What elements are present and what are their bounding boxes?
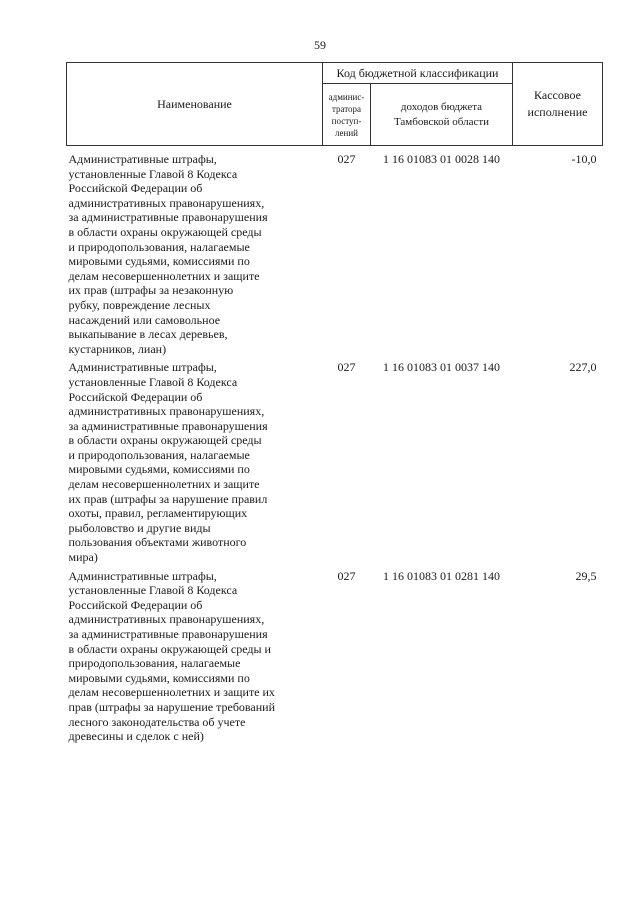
- row-income-code: 1 16 01083 01 0037 140: [383, 360, 500, 375]
- header-admin-code: админис- тратора поступ- лений: [323, 84, 371, 146]
- header-name: Наименование: [67, 63, 323, 146]
- row-income-code: 1 16 01083 01 0028 140: [383, 152, 500, 166]
- row-income-code: 1 16 01083 01 0281 140: [383, 568, 500, 583]
- table-row: [67, 569, 603, 748]
- header-cash-execution: Кассовое исполнение: [513, 63, 603, 146]
- table-row: [67, 146, 603, 361]
- header-classification-group: Код бюджетной классификации: [323, 63, 513, 84]
- page-number: 59: [314, 38, 326, 52]
- table-header: [67, 63, 603, 146]
- budget-table: [66, 62, 603, 748]
- row-name: Административные штрафы, установленные Главой 8 Кодекса Российской Федерации об административных правонарушениях, за административные правонарушения в области охраны окружающей среды и природопользования, налагаемые мировыми судьями, комиссиями по делам несовершеннолетних и защите их прав (штрафы за незаконную рубку, повреждение лесных насаждений или самовольное выкапывание в лесах деревьев, кустарников, лиан): [68, 152, 268, 356]
- row-admin-code: 027: [337, 360, 356, 375]
- row-amount: -10,0: [571, 152, 597, 166]
- header-income-code: доходов бюджета Тамбовской области: [371, 84, 513, 146]
- table-body: [67, 146, 603, 748]
- table-row: [67, 360, 603, 568]
- row-admin-code: 027: [337, 568, 356, 583]
- row-admin-code: 027: [337, 152, 356, 166]
- row-amount: 29,5: [575, 568, 597, 583]
- row-amount: 227,0: [569, 360, 597, 375]
- row-name: Административные штрафы, установленные Главой 8 Кодекса Российской Федерации об административных правонарушениях, за административные правонарушения в области охраны окружающей среды и природопользования, налагаемые мировыми судьями, комиссиями по делам несовершеннолетних и защите их прав (штрафы за нарушение правил охоты, правил, регламентирующих рыболовство и другие виды пользования объектами животного мира): [68, 360, 268, 565]
- row-name: Административные штрафы, установленные Главой 8 Кодекса Российской Федерации об административных правонарушениях, за административные правонарушения в области охраны окружающей среды и природопользования, налагаемые мировыми судьями, комиссиями по делам несовершеннолетних и защите их прав (штрафы за нарушение требований лесного законодательства об учете древесины и сделок с ней): [68, 568, 276, 744]
